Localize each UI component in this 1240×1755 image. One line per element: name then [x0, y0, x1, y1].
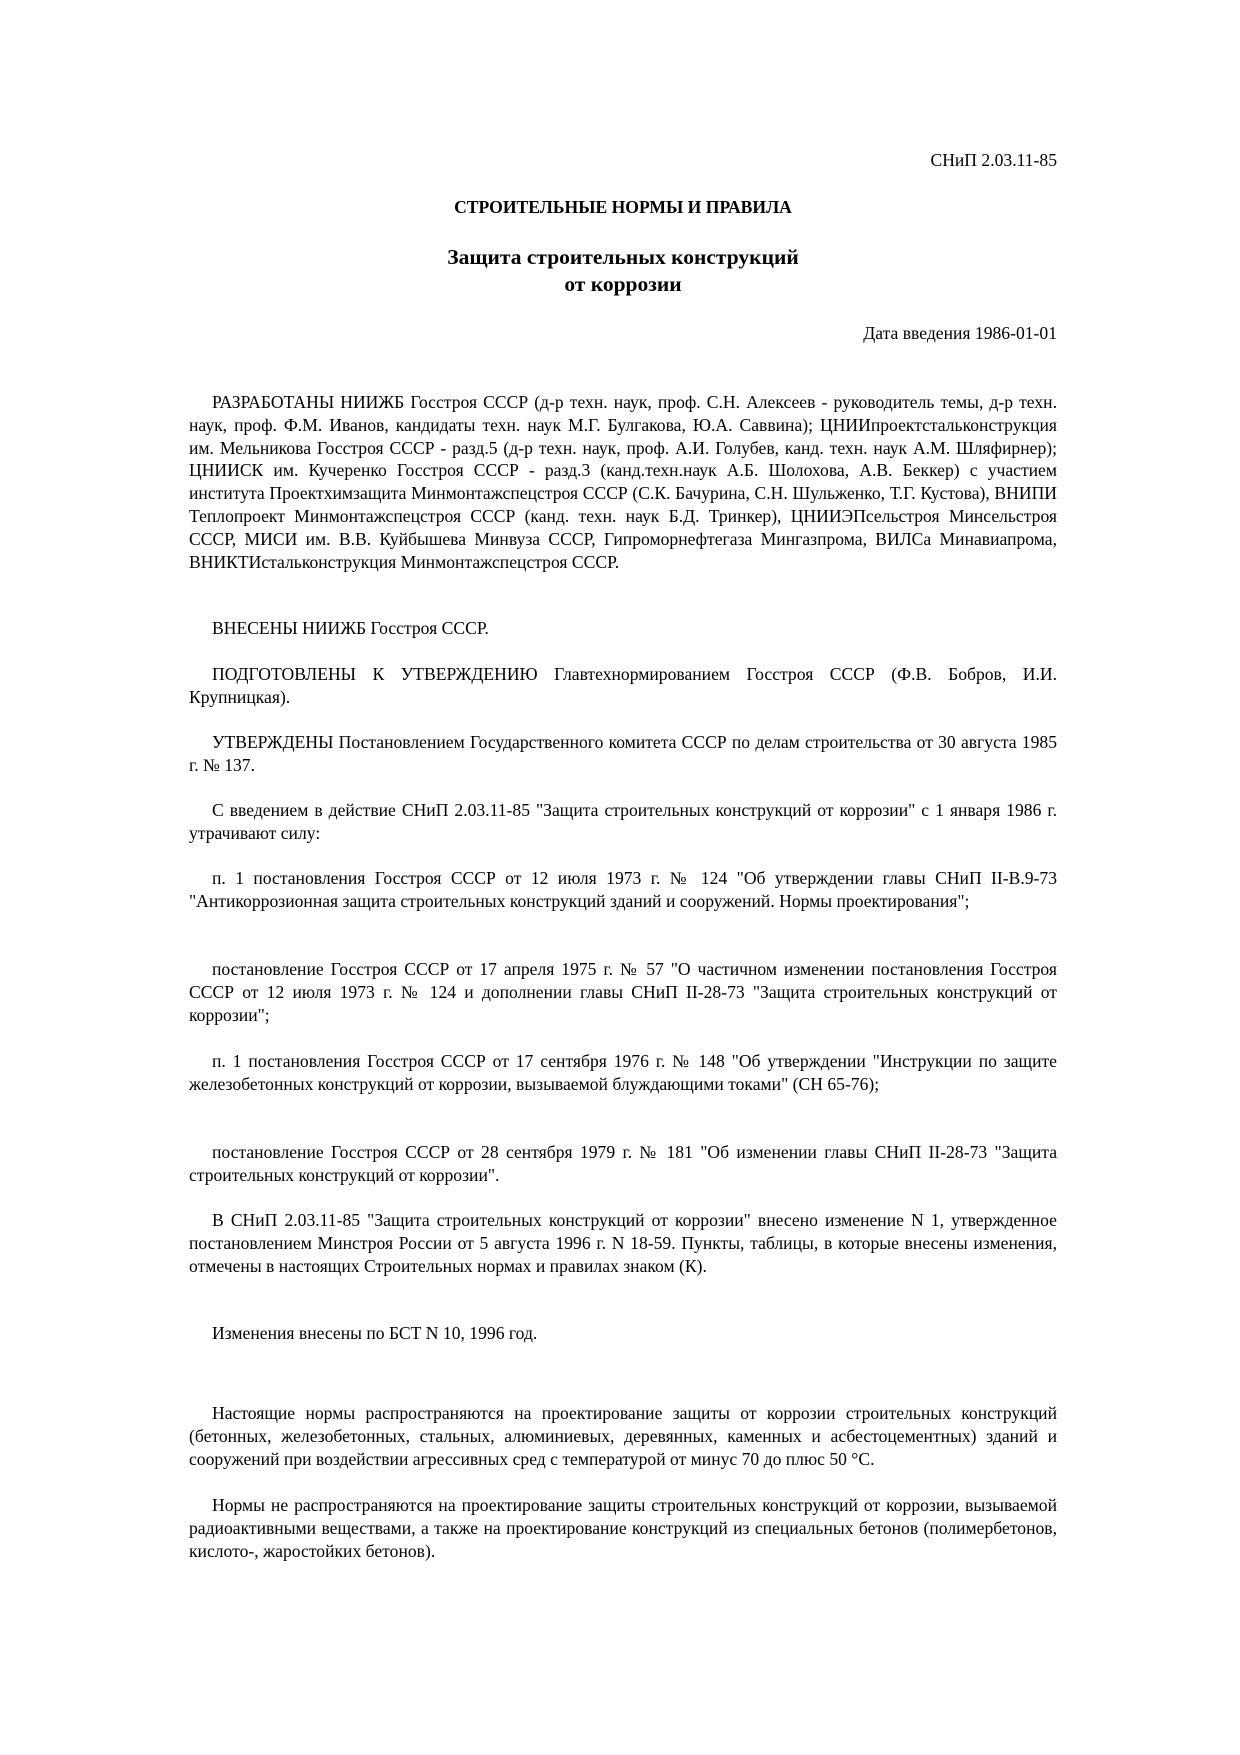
paragraph-amendment: В СНиП 2.03.11-85 "Защита строительных конструкций от коррозии" внесено изменение N 1, утвержденное постановлением Минстроя России от 5 августа 1996 г. N 18-59. Пункты, таблицы, в которые внесены изменения, отмечены в настоящих Строительных нормах и правилах знаком (К). — [189, 1210, 1057, 1276]
document-series-heading: СТРОИТЕЛЬНЫЕ НОРМЫ И ПРАВИЛА — [454, 197, 792, 217]
paragraph-superseded-3: п. 1 постановления Госстроя СССР от 17 сентября 1976 г. № 148 "Об утверждении "Инструкции по защите железобетонных конструкций от коррозии, вызываемой блуждающими токами" (СН 65-76); — [189, 1051, 1057, 1094]
paragraph-superseded-4: постановление Госстроя СССР от 28 сентября 1979 г. № 181 "Об изменении главы СНиП II-28-73 "Защита строительных конструкций от коррозии". — [189, 1142, 1057, 1185]
title-line-1: Защита строительных конструкций — [447, 245, 799, 269]
effective-date: Дата введения 1986-01-01 — [863, 323, 1057, 343]
paragraph-scope: Настоящие нормы распространяются на проектирование защиты от коррозии строительных конструкций (бетонных, железобетонных, стальных, алюминиевых, деревянных, каменных и асбестоцементных) зданий и сооружений при воздействии агрессивных сред с температурой от минус 70 до плюс 50 °С. — [189, 1403, 1057, 1469]
paragraph-supersedes: С введением в действие СНиП 2.03.11-85 "Защита строительных конструкций от коррозии" с 1 января 1986 г. утрачивают силу: — [189, 800, 1057, 843]
paragraph-introduced: ВНЕСЕНЫ НИИЖБ Госстроя СССР. — [212, 618, 489, 638]
paragraph-developers: РАЗРАБОТАНЫ НИИЖБ Госстроя СССР (д-р техн. наук, проф. С.Н. Алексеев - руководитель темы, д-р техн. наук, проф. Ф.М. Иванов, кандидаты техн. наук М.Г. Булгакова, Ю.А. Саввина); ЦНИИпроектстальконструкция им. Мельникова Госстроя СССР - разд.5 (д-р техн. наук, проф. А.И. Голубев, канд. техн. наук А.М. Шляфирнер); ЦНИИСК им. Кучеренко Госстроя СССР - разд.3 (канд.техн.наук А.Б. Шолохова, А.В. Беккер) с участием института Проектхимзащита Минмонтажспецстроя СССР (С.К. Бачурина, С.Н. Шульженко, Т.Г. Кустова), ВНИПИ Теплопроект Минмонтажспецстроя СССР (канд. техн. наук Б.Д. Тринкер), ЦНИИЭПсельстроя Минсельстроя СССР, МИСИ им. В.В. Куйбышева Минвуза СССР, Гипроморнефтегаза Мингазпрома, ВИЛСа Минавиапрома, ВНИКТИстальконструкция Минмонтажспецстроя СССР. — [189, 392, 1057, 572]
paragraph-prepared: ПОДГОТОВЛЕНЫ К УТВЕРЖДЕНИЮ Главтехнормированием Госстроя СССР (Ф.В. Бобров, И.И. Крупницкая). — [189, 664, 1057, 707]
paragraph-superseded-1: п. 1 постановления Госстроя СССР от 12 июля 1973 г. № 124 "Об утверждении главы СНиП II-В.9-73 "Антикоррозионная защита строительных конструкций зданий и сооружений. Нормы проектирования"; — [189, 868, 1057, 911]
paragraph-amendment-source: Изменения внесены по БСТ N 10, 1996 год. — [212, 1323, 538, 1343]
document-code: СНиП 2.03.11-85 — [930, 150, 1057, 170]
paragraph-superseded-2: постановление Госстроя СССР от 17 апреля 1975 г. № 57 "О частичном изменении постановления Госстроя СССР от 12 июля 1973 г. № 124 и дополнении главы СНиП II-28-73 "Защита строительных конструкций от коррозии"; — [189, 959, 1057, 1025]
paragraph-approved: УТВЕРЖДЕНЫ Постановлением Государственного комитета СССР по делам строительства от 30 августа 1985 г. № 137. — [189, 732, 1057, 775]
document-title — [189, 244, 1057, 298]
paragraph-scope-exclusions: Нормы не распространяются на проектирование защиты строительных конструкций от коррозии, вызываемой радиоактивными веществами, а также на проектирование конструкций из специальных бетонов (полимербетонов, кислото-, жаростойких бетонов). — [189, 1495, 1057, 1561]
title-line-2: от коррозии — [564, 272, 682, 296]
